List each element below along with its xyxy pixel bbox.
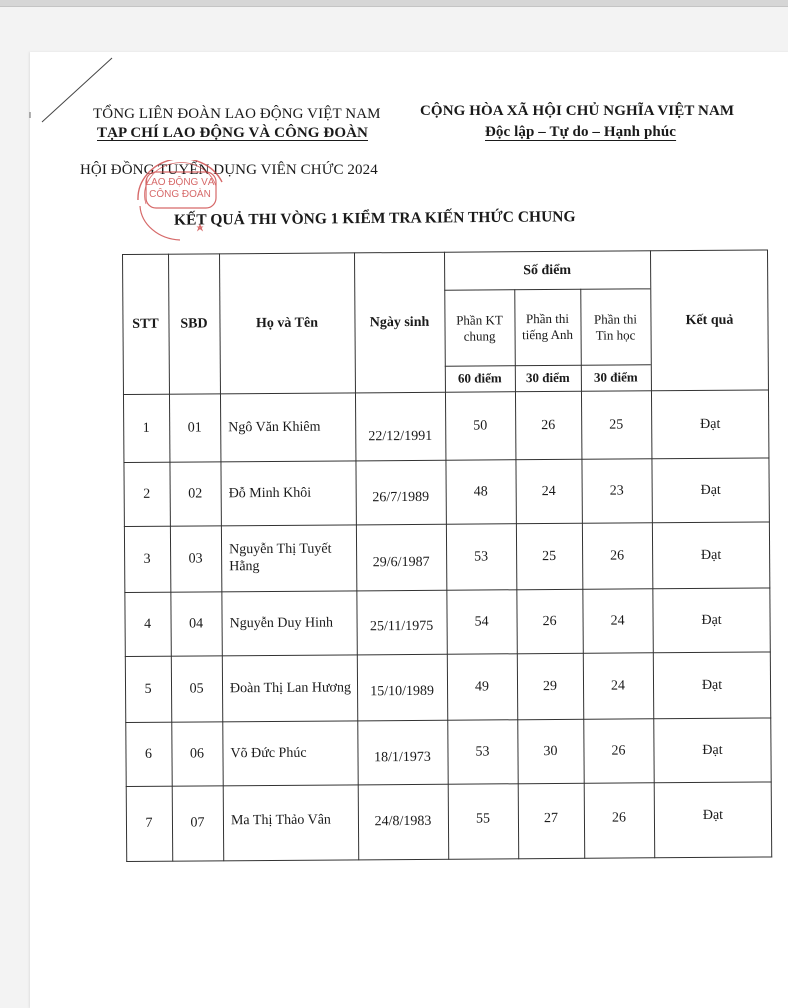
cell-score-en: 25 [542, 548, 557, 564]
cell-result: Đạt [700, 482, 721, 498]
cell-name: Nguyễn Thị Tuyết Hằng [229, 541, 332, 575]
cell-dob: 24/8/1983 [374, 813, 432, 830]
org-parent: TỔNG LIÊN ĐOÀN LAO ĐỘNG VIỆT NAM [93, 106, 381, 122]
cell-result: Đạt [701, 612, 722, 628]
cell-score-en: 24 [541, 483, 556, 499]
cell-dob: 22/12/1991 [368, 428, 433, 444]
cell-sbd: 07 [190, 815, 205, 831]
cell-name: Đỗ Minh Khôi [228, 485, 312, 501]
header-result: Kết quả [685, 312, 734, 328]
cell-score-en: 30 [543, 743, 558, 759]
cell-score-kt: 54 [474, 613, 489, 630]
header-stt: STT [132, 316, 159, 332]
header-max-kt: 60 điểm [457, 370, 502, 386]
council-name: HỘI ĐỒNG TUYỂN DỤNG VIÊN CHỨC 2024 [80, 162, 378, 178]
cell-result: Đạt [702, 807, 724, 823]
cell-dob: 25/11/1975 [369, 618, 434, 634]
cell-score-en: 29 [542, 678, 558, 694]
cell-score-kt: 50 [473, 417, 488, 434]
cell-score-it: 23 [609, 483, 624, 499]
seal-text-line1: LAO ĐỘNG VÀ [145, 177, 215, 188]
cell-score-it: 24 [610, 677, 626, 694]
cell-dob: 18/1/1973 [374, 749, 431, 765]
cell-name: Ma Thị Thảo Vân [230, 812, 331, 828]
viewer-top-edge [0, 0, 788, 7]
header-part-kt: Phần KT chung [456, 312, 503, 344]
cell-sbd: 03 [188, 550, 203, 567]
cell-score-en: 26 [541, 417, 556, 433]
cell-stt: 7 [145, 815, 153, 831]
cell-name: Nguyễn Duy Hinh [229, 615, 334, 631]
cell-result: Đạt [700, 416, 721, 432]
header-part-en: Phần thi tiếng Anh [522, 310, 574, 343]
cell-stt: 6 [144, 746, 153, 762]
header-sbd: SBD [180, 315, 208, 332]
cell-score-it: 26 [610, 548, 625, 564]
header-part-it: Phần thi Tin học [593, 311, 638, 343]
country-name: CỘNG HÒA XÃ HỘI CHỦ NGHĨA VIỆT NAM [420, 103, 735, 119]
cell-result: Đạt [702, 742, 723, 758]
cell-stt: 1 [142, 420, 150, 436]
cell-result: Đạt [701, 677, 723, 693]
cell-score-kt: 55 [475, 810, 491, 827]
cell-score-it: 25 [609, 417, 624, 433]
cell-score-it: 24 [610, 613, 625, 629]
cell-score-en: 27 [543, 810, 559, 826]
cell-sbd: 04 [189, 615, 204, 632]
cell-stt: 4 [144, 616, 152, 632]
cell-result: Đạt [700, 547, 722, 563]
header-dob: Ngày sinh [369, 314, 430, 330]
cell-sbd: 06 [189, 745, 205, 762]
seal-text-line2: CÔNG ĐOÀN [149, 189, 211, 200]
cell-stt: 3 [143, 551, 151, 567]
header-max-en: 30 điểm [525, 369, 570, 386]
national-motto: Độc lập – Tự do – Hạnh phúc [485, 124, 677, 140]
cell-sbd: 02 [188, 485, 203, 502]
cell-stt: 5 [144, 681, 152, 697]
cell-score-en: 26 [542, 613, 557, 629]
cell-sbd: 05 [189, 680, 204, 697]
results-table [122, 249, 772, 861]
cell-dob: 29/6/1987 [372, 554, 430, 570]
cell-score-it: 26 [611, 742, 626, 759]
cell-stt: 2 [143, 486, 151, 502]
header-score-group: Số điểm [523, 262, 572, 278]
cell-dob: 26/7/1989 [372, 489, 430, 505]
cell-score-kt: 48 [473, 483, 488, 500]
org-name: TẠP CHÍ LAO ĐỘNG VÀ CÔNG ĐOÀN [97, 125, 368, 141]
cell-sbd: 01 [187, 419, 202, 436]
cell-score-kt: 49 [474, 678, 490, 695]
cell-name: Võ Đức Phúc [230, 745, 307, 761]
cell-dob: 15/10/1989 [370, 683, 435, 699]
cell-score-kt: 53 [475, 743, 490, 760]
cell-score-it: 26 [611, 809, 626, 826]
cell-name: Ngô Văn Khiêm [228, 419, 321, 435]
header-max-it: 30 điểm [593, 369, 638, 385]
cell-name: Đoàn Thị Lan Hương [229, 679, 351, 696]
cell-score-kt: 53 [474, 548, 489, 565]
header-name: Họ và Tên [255, 315, 319, 331]
document-title: KẾT QUẢ THI VÒNG 1 KIỂM TRA KIẾN THỨC CHUNG [173, 208, 576, 229]
